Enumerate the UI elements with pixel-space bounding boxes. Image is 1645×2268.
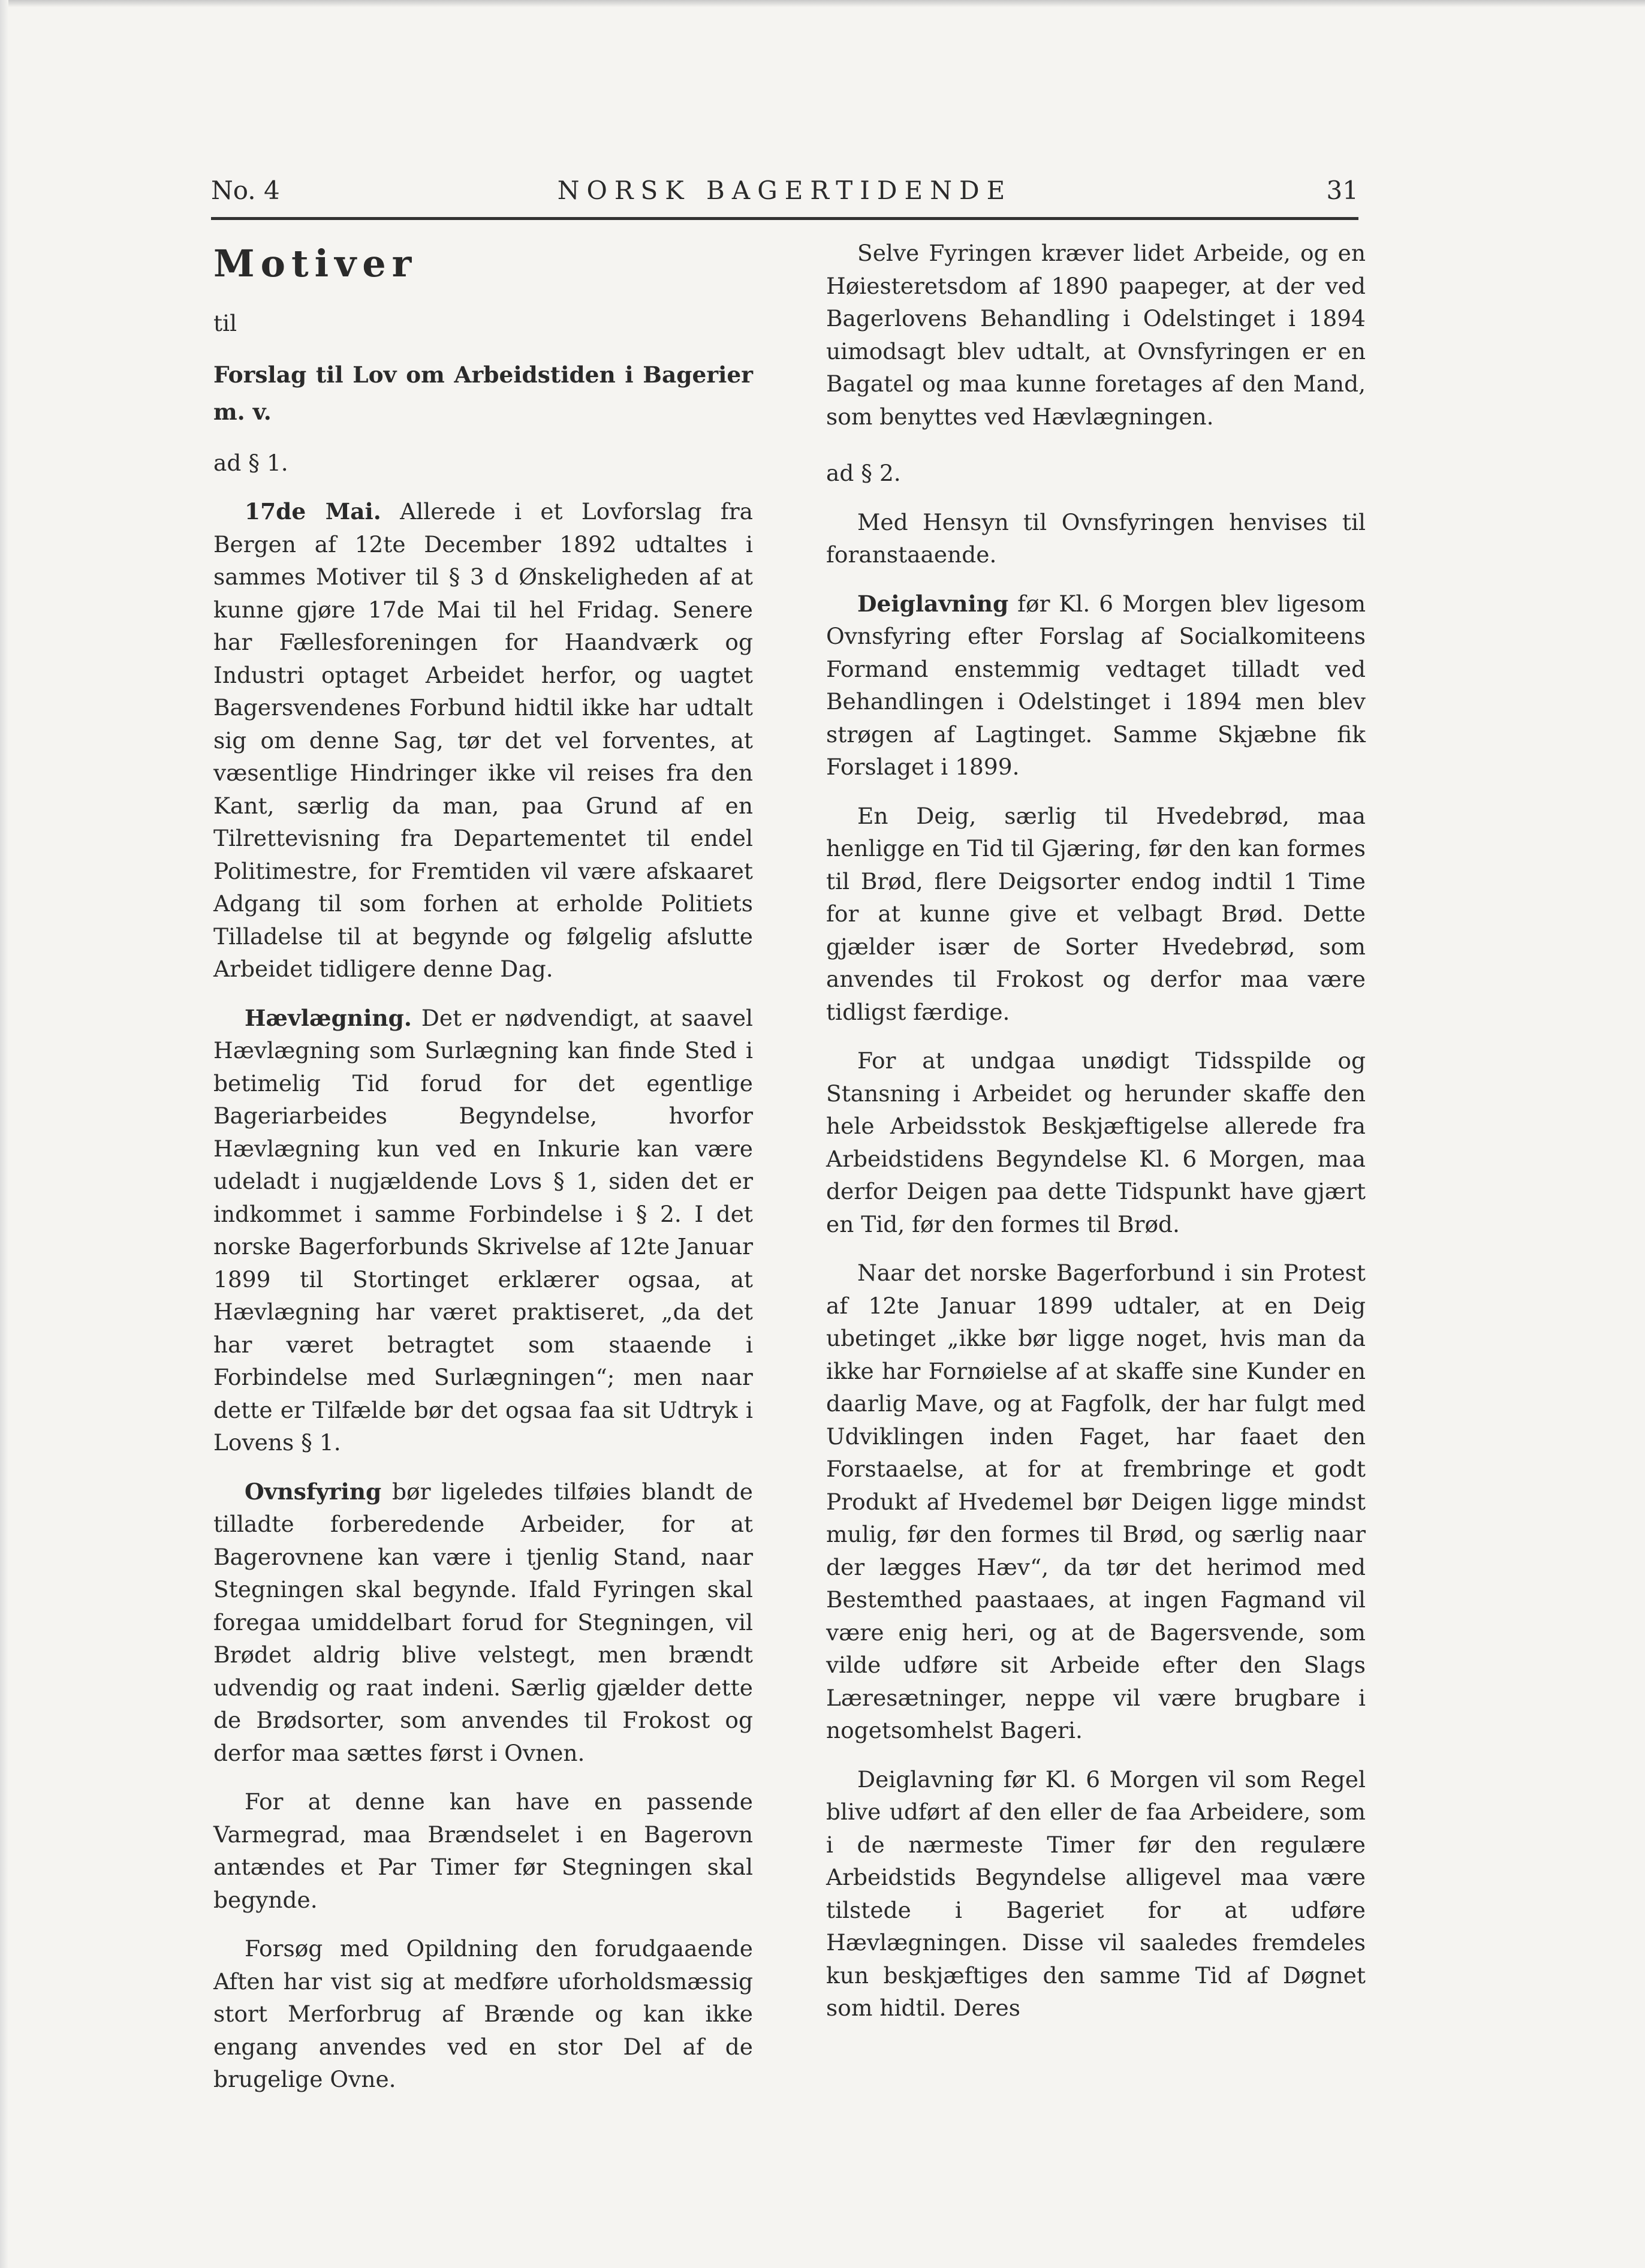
page-header — [211, 173, 1358, 209]
left-column — [213, 237, 753, 2112]
article-title: Motiver — [213, 242, 418, 285]
paragraph — [826, 588, 1366, 784]
paragraph-text: Det er nødvendigt, at saavel Hævlægning som Surlægning kan finde Sted i betimelig Tid forud for det egentlige Bageriarbeides Begyndelse, hvorfor Hævlægning kun ved en Inkurie kan være udeladt i nugjældende Lovs § 1, siden det er indkommet i samme Forbindelse i § 2. I det norske Bagerforbunds Skrivelse af 12te Januar 1899 til Stortinget erklærer ogsaa, at Hævlægning har været praktiseret, „da det har været betragtet som staaende i Forbindelse med Surlægningen“; men naar dette er Tilfælde bør det ogsaa faa sit Udtryk i Lovens § 1. — [213, 1004, 754, 1456]
paragraph: Forsøg med Opildning den forudgaaende Aften har vist sig at medføre uforholdsmæssig stort Merforbrug af Brænde og kan ikke engang anvendes ved en stor Del af de brugelige Ovne. — [213, 1935, 753, 2092]
paragraph-lead: Hævlægning. — [245, 1004, 412, 1031]
scan-edge-left — [0, 0, 8, 2268]
paragraph-text: Allerede i et Lovforslag fra Bergen af 12te December 1892 udtaltes i sammes Motiver til § 3 d Ønskeligheden af at kunne gjøre 17de Mai til hel Fridag. Senere har Fællesforeningen for Haandværk og Industri optaget Arbeidet herfor, og uagtet Bagersvendenes Forbund hidtil ikke har udtalt sig om denne Sag, tør det vel forventes, at væsentlige Hindringer ikke vil reises fra den Kant, særlig da man, paa Grund af en Tilrettevisning fra Departementet til endel Politimestre, for Fremtiden vil være afskaaret Adgang til som forhen at erholde Politiets Tilladelse til at begynde og følgelig afslutte Arbeidet tidligere denne Dag. — [213, 498, 754, 982]
scan-edge-top — [0, 0, 1645, 7]
right-column — [826, 237, 1366, 2041]
issue-number: No. 4 — [211, 176, 280, 205]
paragraph-text: bør ligeledes tilføies blandt de tilladte forberedende Arbeider, for at Bagerovnene kan være i tjenlig Stand, naar Stegningen skal begynde. Ifald Fyringen skal foregaa umiddelbart forud for Stegningen, vil Brødet aldrig blive velstegt, men brændt udvendig og raat indeni. Særlig gjælder dette de Brødsorter, som anvendes til Frokost og derfor maa sættes først i Ovnen. — [213, 1478, 753, 1766]
publication-title: NORSK BAGERTIDENDE — [557, 176, 1013, 205]
paragraph: For at denne kan have en passende Varmegrad, maa Brændselet i en Bagerovn antændes et Par Timer før Stegningen skal begynde. — [213, 1788, 753, 1913]
section-heading-1: ad § 1. — [213, 449, 288, 476]
paragraph — [213, 1475, 753, 1770]
paragraph: Naar det norske Bagerforbund i sin Protest af 12te Januar 1899 udtaler, at en Deig ubetinget „ikke bør ligge noget, hvis man da ikke har Fornøielse af at skaffe sine Kunder en daarlig Mave, og at Fagfolk, der har fulgt med Udviklingen inden Faget, har faaet den Forstaaelse, at for at frembringe et godt Produkt af Hvedemel bør Deigen ligge mindst mulig, før den formes til Brød, og særlig naar der lægges Hæv“, da tør det herimod med Bestemthed paastaaes, at ingen Fagmand vil være enig heri, og at de Bagersvende, som vilde udføre sit Arbeide efter den Slags Læresætninger, neppe vil være brugbare i nogetsomhelst Bageri. — [826, 1260, 1366, 1743]
paragraph-lead: Ovnsfyring — [245, 1478, 382, 1505]
paragraph-text: før Kl. 6 Morgen blev ligesom Ovnsfyring efter Forslag af Socialkomiteens Formand enstemmig vedtaget tilladt ved Behandlingen i Odelstinget i 1894 men blev strøgen af Lagtinget. Samme Skjæbne fik Forslaget i 1899. — [826, 590, 1366, 780]
section-heading-2: ad § 2. — [826, 460, 901, 486]
header-rule — [211, 217, 1358, 220]
paragraph — [213, 495, 753, 986]
paragraph: For at undgaa unødigt Tidsspilde og Stansning i Arbeidet og herunder skaffe den hele Arbeidsstok Beskjæftigelse allerede fra Arbeidstidens Begyndelse Kl. 6 Morgen, maa derfor Deigen paa dette Tidspunkt have gjært en Tid, før den formes til Brød. — [826, 1047, 1366, 1237]
page-number: 31 — [1326, 176, 1358, 205]
paragraph-lead: Deiglavning — [857, 590, 1009, 617]
paragraph: En Deig, særlig til Hvedebrød, maa henligge en Tid til Gjæring, før den kan formes til Brød, flere Deigsorter endog indtil 1 Time for at kunne give et velbagt Brød. Dette gjælder især de Sorter Hvedebrød, som anvendes til Frokost og derfor maa være tidligst færdige. — [826, 802, 1366, 1025]
paragraph: Med Hensyn til Ovnsfyringen henvises til foranstaaende. — [826, 508, 1366, 568]
paragraph — [213, 1002, 753, 1459]
article-subtitle: Forslag til Lov om Arbeidstiden i Bagerier m. v. — [213, 361, 753, 425]
article-title-connector: til — [213, 310, 237, 336]
paragraph: Selve Fyringen kræver lidet Arbeide, og en Høiesteretsdom af 1890 paapeger, at der ved Bagerlovens Behandling i Odelstinget i 1894 uimodsagt blev udtalt, at Ovnsfyringen er en Bagatel og maa kunne foretages af den Mand, som benyttes ved Hævlægningen. — [826, 240, 1366, 430]
paragraph-lead: 17de Mai. — [245, 498, 381, 525]
paragraph: Deiglavning før Kl. 6 Morgen vil som Regel blive udført af den eller de faa Arbeidere, som i de nærmeste Timer før den regulære Arbeidstids Begyndelse alligevel maa være tilstede i Bageriet for at udføre Hævlægningen. Disse vil saaledes fremdeles kun beskjæftiges den samme Tid af Døgnet som hidtil. Deres — [826, 1766, 1366, 2021]
